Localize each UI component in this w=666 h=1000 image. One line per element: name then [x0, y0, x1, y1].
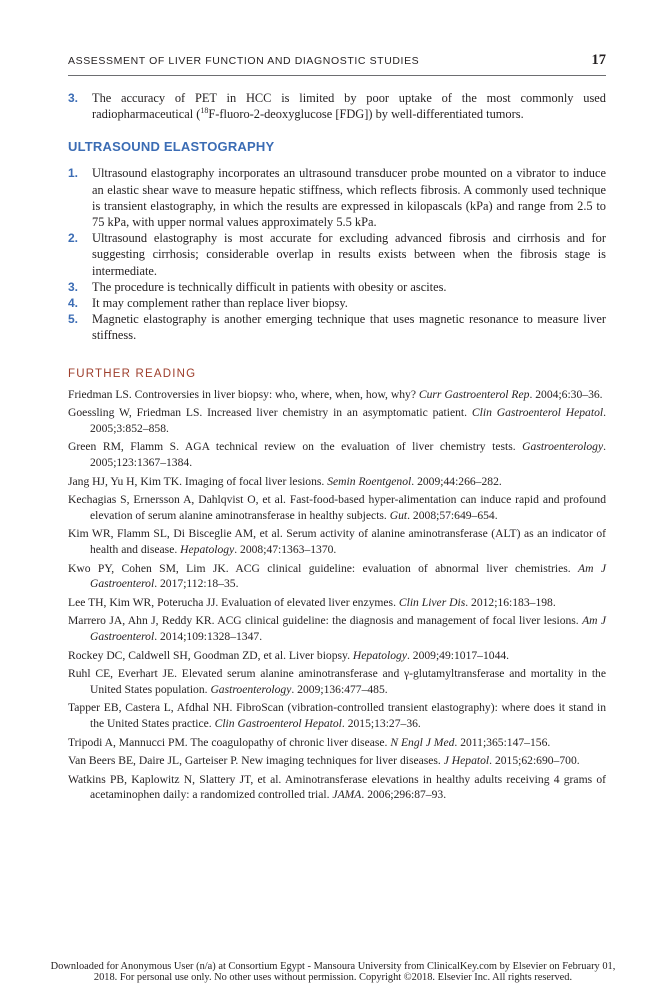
- reference-item: Goessling W, Friedman LS. Increased liver chemistry in an asymptomatic patient. Clin Gastroenterol Hepatol. 2005;3:852–858.: [68, 406, 606, 435]
- list-item-number: 4.: [68, 296, 79, 311]
- journal-name: Am J Gastroenterol: [90, 614, 607, 643]
- journal-name: JAMA: [332, 788, 362, 802]
- reference-item: Ruhl CE, Everhart JE. Elevated serum alanine aminotransferase and γ-glutamyltransferase and mortality in the United States population. Gastroenterology. 2009;136:477–485.: [68, 667, 606, 696]
- journal-name: Semin Roentgenol: [327, 474, 412, 488]
- list-item-number: 1.: [68, 166, 79, 181]
- journal-name: Gastroenterology: [522, 440, 604, 454]
- list-item-text: The procedure is technically difficult in patients with obesity or ascites.: [92, 279, 447, 294]
- download-footer: [0, 961, 666, 983]
- journal-name: Clin Gastroenterol Hepatol: [214, 716, 342, 730]
- further-reading-heading: FURTHER READING: [68, 367, 197, 380]
- list-item: [68, 90, 606, 122]
- list-item-text: The accuracy of PET in HCC is limited by poor uptake of the most commonly used radiopharmaceutical ($^{18}$F-fluoro-2-deoxyglucose [FDG]) by well-differentiated tumors.: [92, 91, 606, 122]
- list-item: [68, 165, 606, 230]
- page-body: [68, 90, 606, 806]
- journal-name: Am J Gastroenterol: [90, 561, 607, 591]
- list-item-text: It may complement rather than replace liver biopsy.: [92, 296, 348, 311]
- journal-name: Clin Gastroenterol Hepatol: [471, 406, 604, 420]
- running-header-title: ASSESSMENT OF LIVER FUNCTION AND DIAGNOSTIC STUDIES: [68, 55, 420, 67]
- list-item-number: 2.: [68, 231, 79, 246]
- list-item-number: 3.: [68, 91, 79, 105]
- section-list: [68, 165, 606, 343]
- reference-item: Watkins PB, Kaplowitz N, Slattery JT, et al. Aminotransferase elevations in healthy adults receiving 4 grams of acetaminophen daily: a randomized controlled trial. JAMA. 2006;296:87–93.: [68, 772, 606, 802]
- reference-item: Friedman LS. Controversies in liver biopsy: who, where, when, how, why? Curr Gastroenterol Rep. 2004;6:30–36.: [68, 387, 603, 401]
- running-header: [68, 52, 606, 76]
- page-number: 17: [591, 52, 606, 68]
- list-item-text: Ultrasound elastography is most accurate for excluding advanced fibrosis and cirrhosis and for suggesting cirrhosis; considerable overlap in results exists between when the fibrosis stage is intermediate.: [92, 231, 606, 278]
- journal-name: N Engl J Med: [390, 735, 455, 749]
- list-item-number: 5.: [68, 312, 79, 327]
- list-item: [68, 230, 606, 279]
- journal-name: Hepatology: [352, 648, 407, 662]
- reference-item: Rockey DC, Caldwell SH, Goodman ZD, et al. Liver biopsy. Hepatology. 2009;49:1017–1044.: [68, 648, 510, 662]
- reference-item: Van Beers BE, Daire JL, Garteiser P. New imaging techniques for liver diseases. J Hepatol. 2015;62:690–700.: [68, 754, 580, 768]
- superscript: 18: [200, 106, 209, 116]
- list-item: [68, 279, 606, 295]
- list-item-text: Ultrasound elastography incorporates an ultrasound transducer probe mounted on a vibrator to induce an elastic shear wave to measure hepatic stiffness, which reflects fibrosis. A commonly used technique is transient elastography, in which the results are expressed in kilopascals (kPa) and range from 2.5 to 75 kPa, with upper normal values approximately 5.5 kPa.: [92, 166, 606, 230]
- reference-item: Marrero JA, Ahn J, Reddy KR. ACG clinical guideline: the diagnosis and management of focal liver lesions. Am J Gastroenterol. 2014;109:1328–1347.: [68, 614, 607, 643]
- reference-item: Green RM, Flamm S. AGA technical review on the evaluation of liver chemistry tests. Gastroenterology. 2005;123:1367–1384.: [68, 440, 606, 470]
- journal-name: J Hepatol: [443, 754, 490, 768]
- reference-item: Lee TH, Kim WR, Poterucha JJ. Evaluation of elevated liver enzymes. Clin Liver Dis. 2012;16:183–198.: [68, 595, 556, 609]
- list-item: [68, 295, 606, 311]
- journal-name: Hepatology: [180, 542, 235, 556]
- list-item-text: Magnetic elastography is another emerging technique that uses magnetic resonance to measure liver stiffness.: [92, 312, 606, 343]
- journal-name: Curr Gastroenterol Rep: [418, 387, 530, 401]
- footer-line: Downloaded for Anonymous User (n/a) at Consortium Egypt - Mansoura University from ClinicalKey.com by Elsevier on February 01,: [50, 961, 616, 972]
- journal-name: Clin Liver Dis: [398, 595, 466, 609]
- reference-item: Tapper EB, Castera L, Afdhal NH. FibroScan (vibration-controlled transient elastography): where does it stand in the United States practice. Clin Gastroenterol Hepatol. 2015;13:27–36.: [68, 701, 606, 730]
- reference-item: Jang HJ, Yu H, Kim TK. Imaging of focal liver lesions. Semin Roentgenol. 2009;44:266–282.: [68, 474, 502, 488]
- journal-name: Gastroenterology: [210, 682, 292, 696]
- reference-item: Kim WR, Flamm SL, Di Bisceglie AM, et al. Serum activity of alanine aminotransferase (ALT) as an indicator of health and disease. Hepatology. 2008;47:1363–1370.: [68, 527, 606, 556]
- journal-name: Gut: [389, 508, 408, 522]
- reference-item: Tripodi A, Mannucci PM. The coagulopathy of chronic liver disease. N Engl J Med. 2011;365:147–156.: [68, 735, 551, 749]
- section-heading: ULTRASOUND ELASTOGRAPHY: [68, 139, 275, 155]
- reference-item: Kwo PY, Cohen SM, Lim JK. ACG clinical guideline: evaluation of abnormal liver chemistries. Am J Gastroenterol. 2017;112:18–35.: [68, 561, 607, 591]
- reference-item: Kechagias S, Ernersson A, Dahlqvist O, et al. Fast-food-based hyper-alimentation can induce rapid and profound elevation of serum alanine aminotransferase in healthy subjects. Gut. 2008;57:649–654.: [68, 493, 606, 522]
- reference-list: [68, 387, 606, 803]
- footer-line: 2018. For personal use only. No other uses without permission. Copyright ©2018. Elsevier Inc. All rights reserved.: [93, 972, 573, 983]
- list-item: [68, 311, 606, 343]
- list-item-number: 3.: [68, 279, 79, 294]
